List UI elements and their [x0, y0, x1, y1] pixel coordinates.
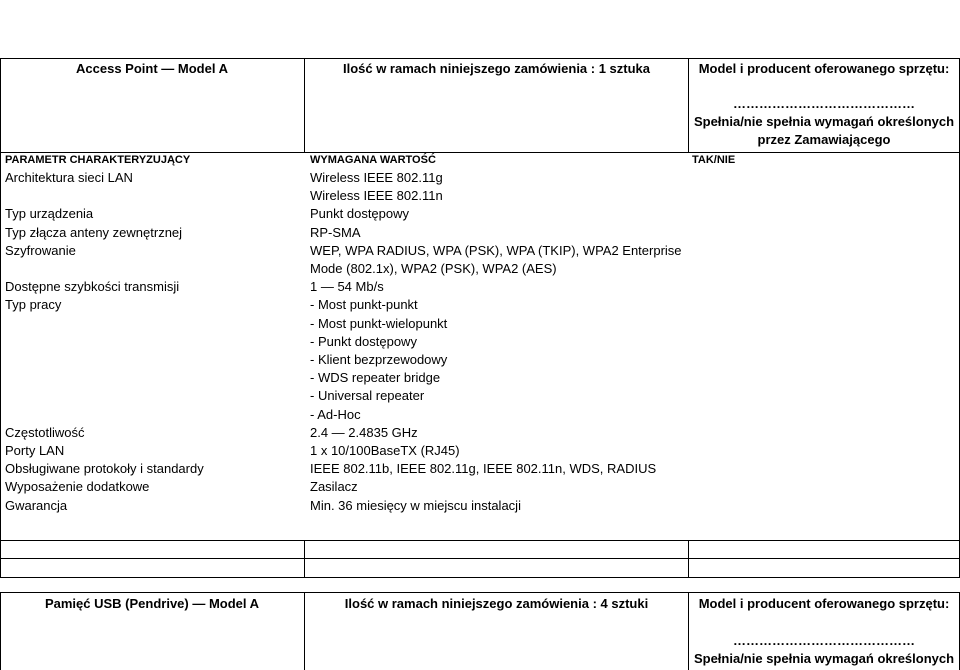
producer-label: Model i producent oferowanego sprzętu:	[698, 596, 950, 611]
order-quantity: Ilość w ramach niniejszego zamówienia : 4 sztuki	[344, 596, 649, 611]
spec-param: Szyfrowanie	[5, 242, 76, 258]
spec-value: - Universal repeater	[310, 388, 425, 404]
spec-value: - Punkt dostępowy	[310, 333, 417, 349]
spec-value: 2.4 — 2.4835 GHz	[310, 424, 418, 440]
spec-param: Typ złącza anteny zewnętrznej	[5, 224, 183, 240]
product-model-title: Access Point — Model A	[76, 61, 228, 76]
table-border-left	[0, 58, 1, 578]
usb-pendrive-table	[0, 592, 960, 670]
spec-value: - WDS repeater bridge	[310, 370, 441, 386]
spec-param: Typ pracy	[5, 297, 62, 313]
spec-value: Wireless IEEE 802.11n	[310, 188, 443, 204]
spec-value: - Most punkt-punkt	[310, 297, 418, 313]
spec-value: 1 x 10/100BaseTX (RJ45)	[310, 443, 460, 458]
table-border-top	[0, 58, 960, 59]
spec-param: Obsługiwane protokoły i standardy	[5, 461, 204, 477]
column-header-value: WYMAGANA WARTOŚĆ	[310, 154, 436, 166]
spec-value: 1 — 54 Mb/s	[310, 279, 384, 295]
spec-param: Gwarancja	[5, 497, 68, 513]
spec-value: Zasilacz	[310, 479, 358, 495]
spec-value: Mode (802.1x), WPA2 (PSK), WPA2 (AES)	[310, 261, 557, 276]
compliance-label-line2: przez Zamawiającego	[757, 132, 891, 147]
column-header-param: PARAMETR CHARAKTERYZUJĄCY	[5, 154, 191, 166]
table-border-top	[0, 592, 960, 593]
producer-dots: ……………………………………	[733, 633, 915, 648]
spec-value: Min. 36 miesięcy w miejscu instalacji	[310, 497, 521, 513]
producer-dots: ……………………………………	[733, 96, 915, 111]
spec-param: Dostępne szybkości transmisji	[5, 279, 180, 295]
table-divider	[304, 540, 305, 577]
spec-value: Wireless IEEE 802.11g	[310, 170, 443, 185]
order-quantity: Ilość w ramach niniejszego zamówienia : 1 sztuka	[342, 61, 651, 76]
spec-value: Punkt dostępowy	[310, 206, 410, 222]
table-border-bottom	[0, 577, 960, 578]
product-model-title: Pamięć USB (Pendrive) — Model A	[44, 596, 260, 611]
compliance-label-line1: Spełnia/nie spełnia wymagań określonych	[693, 651, 955, 666]
spec-value: RP-SMA	[310, 224, 361, 240]
spec-value: IEEE 802.11b, IEEE 802.11g, IEEE 802.11n, WDS, RADIUS	[310, 461, 657, 477]
spec-param: Porty LAN	[5, 443, 65, 458]
spec-value: - Most punkt-wielopunkt	[310, 315, 448, 331]
spec-value: - Ad-Hoc	[310, 406, 361, 422]
spec-param: Architektura sieci LAN	[5, 170, 133, 185]
producer-label: Model i producent oferowanego sprzętu:	[698, 61, 950, 76]
table-divider	[0, 540, 960, 541]
spec-value: WEP, WPA RADIUS, WPA (PSK), WPA (TKIP), WPA2 Enterprise	[310, 242, 682, 258]
spec-param: Wyposażenie dodatkowe	[5, 479, 150, 495]
table-divider	[688, 540, 689, 577]
spec-value: - Klient bezprzewodowy	[310, 352, 448, 367]
spec-param: Częstotliwość	[5, 424, 85, 440]
access-point-table	[0, 58, 960, 578]
column-header-yesno: TAK/NIE	[692, 154, 736, 166]
spec-param: Typ urządzenia	[5, 206, 94, 222]
compliance-label-line1: Spełnia/nie spełnia wymagań określonych	[693, 114, 955, 129]
table-divider	[0, 558, 960, 559]
